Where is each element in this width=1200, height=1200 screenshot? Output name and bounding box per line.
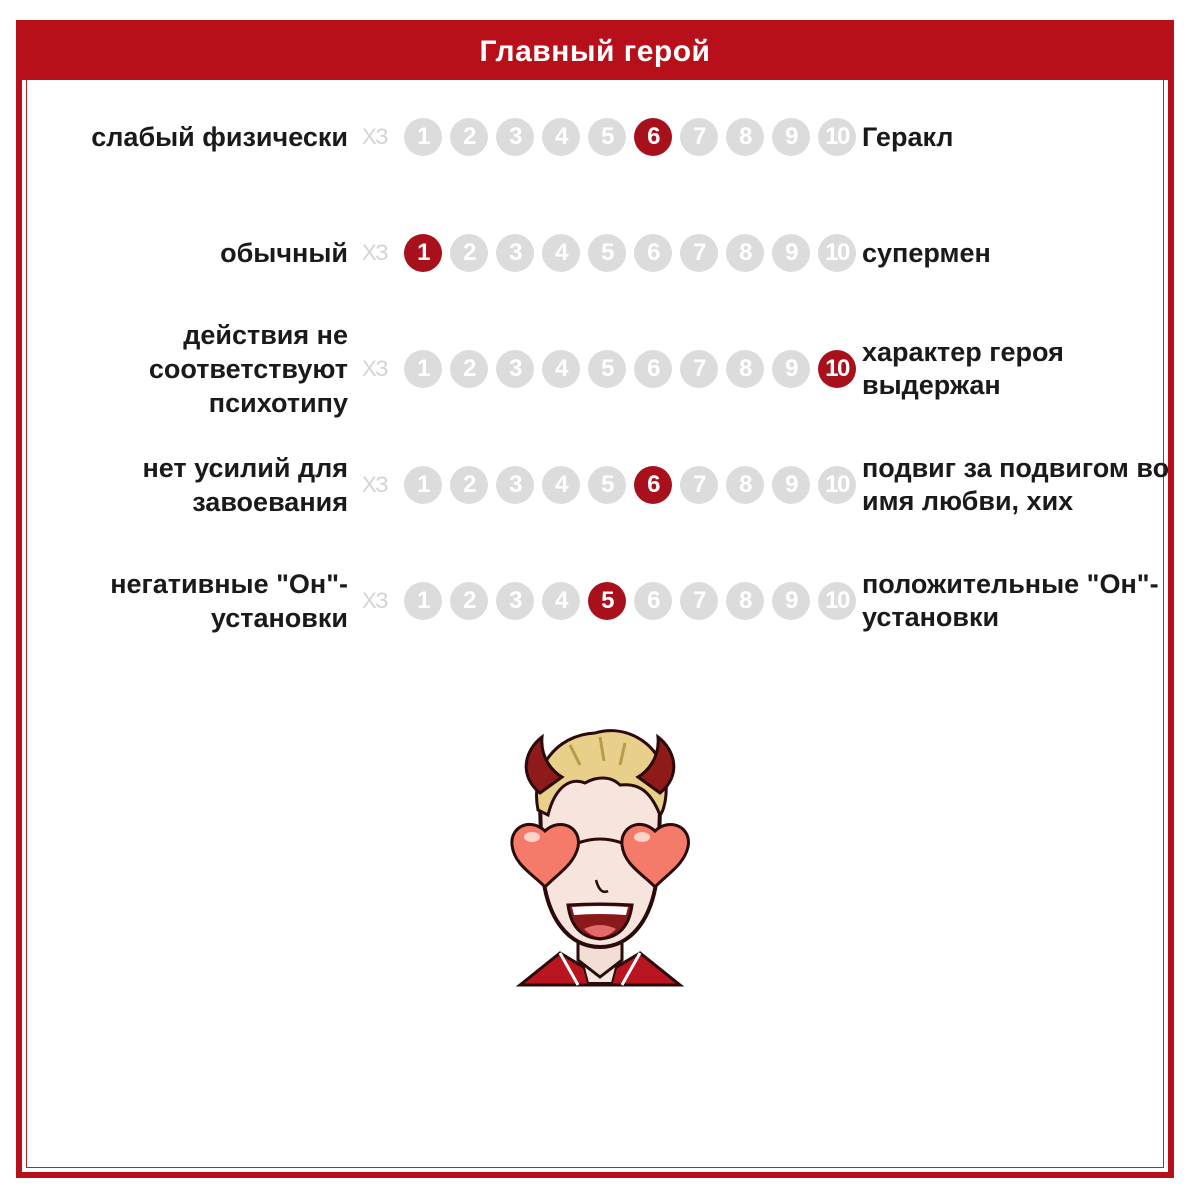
rating-dot-selected[interactable]: 6 — [634, 118, 672, 156]
rating-dot[interactable]: 2 — [450, 234, 488, 272]
rating-row — [0, 198, 1200, 308]
rating-row — [0, 314, 1200, 424]
rating-dot[interactable]: 1 — [404, 466, 442, 504]
rating-scale — [404, 466, 856, 504]
rating-left-label: обычный — [220, 238, 348, 268]
rating-dot[interactable]: 9 — [772, 350, 810, 388]
rating-dot[interactable]: 1 — [404, 582, 442, 620]
rating-dot[interactable]: 1 — [404, 350, 442, 388]
rating-right-label: подвиг за подвигом во имя любви, хих — [862, 453, 1170, 516]
rating-dot[interactable]: 6 — [634, 582, 672, 620]
rating-dot[interactable]: 6 — [634, 234, 672, 272]
rating-dot[interactable]: 8 — [726, 466, 764, 504]
rating-dot[interactable]: 2 — [450, 118, 488, 156]
rating-dot[interactable]: 6 — [634, 350, 672, 388]
rating-dot[interactable]: 3 — [496, 118, 534, 156]
rating-dot[interactable]: 10 — [818, 118, 856, 156]
rating-row — [0, 82, 1200, 192]
rating-left-label: действия не соответствуют психотипу — [148, 320, 348, 418]
rating-dot[interactable]: 10 — [818, 234, 856, 272]
rating-dot[interactable]: 7 — [680, 466, 718, 504]
rating-scale — [404, 118, 856, 156]
rating-dot-selected[interactable]: 5 — [588, 582, 626, 620]
rating-dot[interactable]: 9 — [772, 234, 810, 272]
rating-dot[interactable]: 5 — [588, 466, 626, 504]
rating-dot[interactable]: 4 — [542, 350, 580, 388]
rating-dot[interactable]: 9 — [772, 582, 810, 620]
rating-dot[interactable]: 3 — [496, 466, 534, 504]
rating-dot[interactable]: 7 — [680, 118, 718, 156]
rating-left-label: слабый физически — [91, 122, 348, 152]
rating-dot[interactable]: 10 — [818, 582, 856, 620]
rating-dot[interactable]: 1 — [404, 118, 442, 156]
rating-dot[interactable]: 4 — [542, 118, 580, 156]
rating-dot[interactable]: 2 — [450, 582, 488, 620]
rating-left-label: негативные "Он"-установки — [110, 569, 348, 633]
rating-row — [0, 546, 1200, 656]
rating-dot[interactable]: 3 — [496, 582, 534, 620]
rating-dot[interactable]: 8 — [726, 582, 764, 620]
rating-dot[interactable]: 7 — [680, 234, 718, 272]
rating-row — [0, 430, 1200, 540]
rating-right-label: Геракл — [862, 121, 954, 152]
devil-heart-eyes-avatar-icon — [500, 715, 700, 995]
rating-dot[interactable]: 10 — [818, 466, 856, 504]
unknown-option[interactable]: ХЗ — [362, 356, 388, 381]
rating-dot[interactable]: 3 — [496, 234, 534, 272]
rating-left-label: нет усилий для завоевания — [142, 453, 348, 517]
rating-dot[interactable]: 9 — [772, 466, 810, 504]
page-title: Главный герой — [20, 24, 1170, 80]
rating-right-label: характер героя выдержан — [862, 337, 1064, 400]
rating-dot[interactable]: 7 — [680, 350, 718, 388]
rating-dot-selected[interactable]: 1 — [404, 234, 442, 272]
rating-right-label: положительные "Он"-установки — [862, 569, 1159, 632]
rating-dot[interactable]: 7 — [680, 582, 718, 620]
rating-dot[interactable]: 8 — [726, 350, 764, 388]
rating-dot[interactable]: 5 — [588, 118, 626, 156]
rating-dot[interactable]: 4 — [542, 582, 580, 620]
rating-dot[interactable]: 3 — [496, 350, 534, 388]
rating-dot[interactable]: 4 — [542, 234, 580, 272]
rating-scale — [404, 582, 856, 620]
rating-dot[interactable]: 5 — [588, 234, 626, 272]
rating-dot-selected[interactable]: 6 — [634, 466, 672, 504]
rating-dot[interactable]: 2 — [450, 466, 488, 504]
unknown-option[interactable]: ХЗ — [362, 472, 388, 497]
rating-dot-selected[interactable]: 10 — [818, 350, 856, 388]
rating-dot[interactable]: 8 — [726, 234, 764, 272]
rating-right-label: супермен — [862, 237, 991, 268]
rating-dot[interactable]: 8 — [726, 118, 764, 156]
unknown-option[interactable]: ХЗ — [362, 588, 388, 613]
rating-dot[interactable]: 4 — [542, 466, 580, 504]
rating-dot[interactable]: 5 — [588, 350, 626, 388]
rating-scale — [404, 234, 856, 272]
rating-dot[interactable]: 9 — [772, 118, 810, 156]
rating-dot[interactable]: 2 — [450, 350, 488, 388]
unknown-option[interactable]: ХЗ — [362, 124, 388, 149]
rating-scale — [404, 350, 856, 388]
unknown-option[interactable]: ХЗ — [362, 240, 388, 265]
